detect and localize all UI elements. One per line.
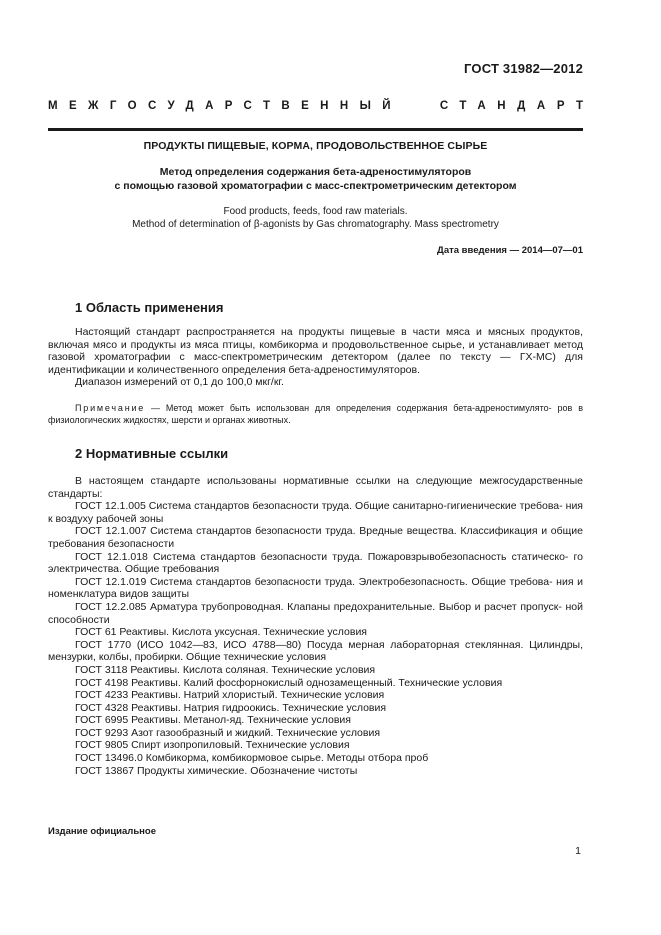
english-title-line: Food products, feeds, food raw materials. (223, 206, 408, 217)
section-heading-scope: 1 Область применения (75, 300, 224, 315)
section-heading-references: 2 Нормативные ссылки (75, 446, 229, 461)
reference-item: ГОСТ 4233 Реактивы. Натрий хлористый. Технические условия (75, 689, 385, 702)
standard-word: СТАНДАРТ (439, 100, 595, 112)
reference-item: ГОСТ 12.1.005 Система стандартов безопасности труда. Общие санитарно-гигиенические требова- ния к воздуху рабочей зоны (48, 500, 583, 525)
note-label: Примечание (75, 403, 146, 413)
reference-item: ГОСТ 12.1.018 Система стандартов безопасности труда. Пожаровзрывобезопасность статическо- го электричества. Общие требования (48, 550, 583, 576)
references-text (48, 475, 583, 777)
reference-item: ГОСТ 13496.0 Комбикорма, комбикормовое сырье. Методы отбора проб (75, 752, 429, 765)
reference-item: ГОСТ 12.2.085 Арматура трубопроводная. Клапаны предохранительные. Выбор и расчет пропуск- ной способности (48, 600, 583, 626)
reference-item: ГОСТ 1770 (ИСО 1042—83, ИСО 4788—80) Посуда мерная лабораторная стеклянная. Цилиндры, мензурки, колбы, пробирки. Общие технические условия (48, 638, 583, 664)
reference-item: ГОСТ 12.1.007 Система стандартов безопасности труда. Вредные вещества. Классификация и общие требования безопасности (48, 525, 583, 550)
english-title-line: Method of determination of β-agonists by Gas chromatography. Mass spectrometry (132, 219, 499, 230)
scope-text (48, 326, 583, 389)
note-text: — Метод может быть использован для определения содержания бета-адреностимулято- (145, 403, 552, 413)
gost-identifier: ГОСТ 31982—2012 (464, 61, 583, 76)
references-intro: В настоящем стандарте использованы нормативные ссылки на следующие межгосударственные стандарты: (48, 475, 583, 500)
reference-item: ГОСТ 61 Реактивы. Кислота уксусная. Технические условия (75, 626, 367, 639)
reference-item: ГОСТ 4198 Реактивы. Калий фосфорнокислый однозамещенный. Технические условия (75, 676, 503, 689)
note-text: ров в физиологических жидкостях, шерсти и органах животных. (48, 403, 583, 425)
range-paragraph: Диапазон измерений от 0,1 до 100,0 мкг/кг. (75, 376, 284, 389)
reference-item: ГОСТ 6995 Реактивы. Метанол-яд. Технические условия (75, 714, 351, 727)
reference-item: ГОСТ 3118 Реактивы. Кислота соляная. Технические условия (75, 663, 376, 676)
header-rule (48, 128, 583, 131)
reference-item: ГОСТ 4328 Реактивы. Натрия гидроокись. Технические условия (75, 701, 387, 714)
effective-date: Дата введения — 2014—07—01 (437, 245, 583, 256)
scope-paragraph: Настоящий стандарт распространяется на продукты пищевые в части мяса и мясных продуктов, включая мясо и продукты из мяса птицы, комбикорма и продовольственное сырье, и устанавливает метод газовой хроматографии с масс-спектрометрическим детектором (далее по тексту — ГХ-МС) для идентификации и количественного определения бета-адреностимуляторов. (48, 326, 583, 376)
page-number: 1 (575, 845, 581, 857)
document-title: ПРОДУКТЫ ПИЩЕВЫЕ, КОРМА, ПРОДОВОЛЬСТВЕННОЕ СЫРЬЕ (143, 140, 488, 152)
reference-item: ГОСТ 12.1.019 Система стандартов безопасности труда. Электробезопасность. Общие требова- ния и номенклатура видов защиты (48, 575, 583, 601)
method-title (48, 165, 583, 193)
method-title-line: с помощью газовой хроматографии с масс-спектрометрическим детектором (114, 180, 517, 192)
standard-type-banner (48, 100, 595, 112)
official-edition-label: Издание официальное (48, 826, 156, 837)
mezhgos-word: МЕЖГОСУДАРСТВЕННЫЙ (48, 100, 402, 112)
scope-note (48, 402, 583, 426)
english-title (48, 205, 583, 231)
reference-item: ГОСТ 9293 Азот газообразный и жидкий. Технические условия (75, 726, 381, 739)
method-title-line: Метод определения содержания бета-адреностимуляторов (159, 166, 472, 178)
reference-item: ГОСТ 9805 Спирт изопропиловый. Технические условия (75, 739, 350, 752)
reference-item: ГОСТ 13867 Продукты химические. Обозначение чистоты (75, 764, 358, 777)
